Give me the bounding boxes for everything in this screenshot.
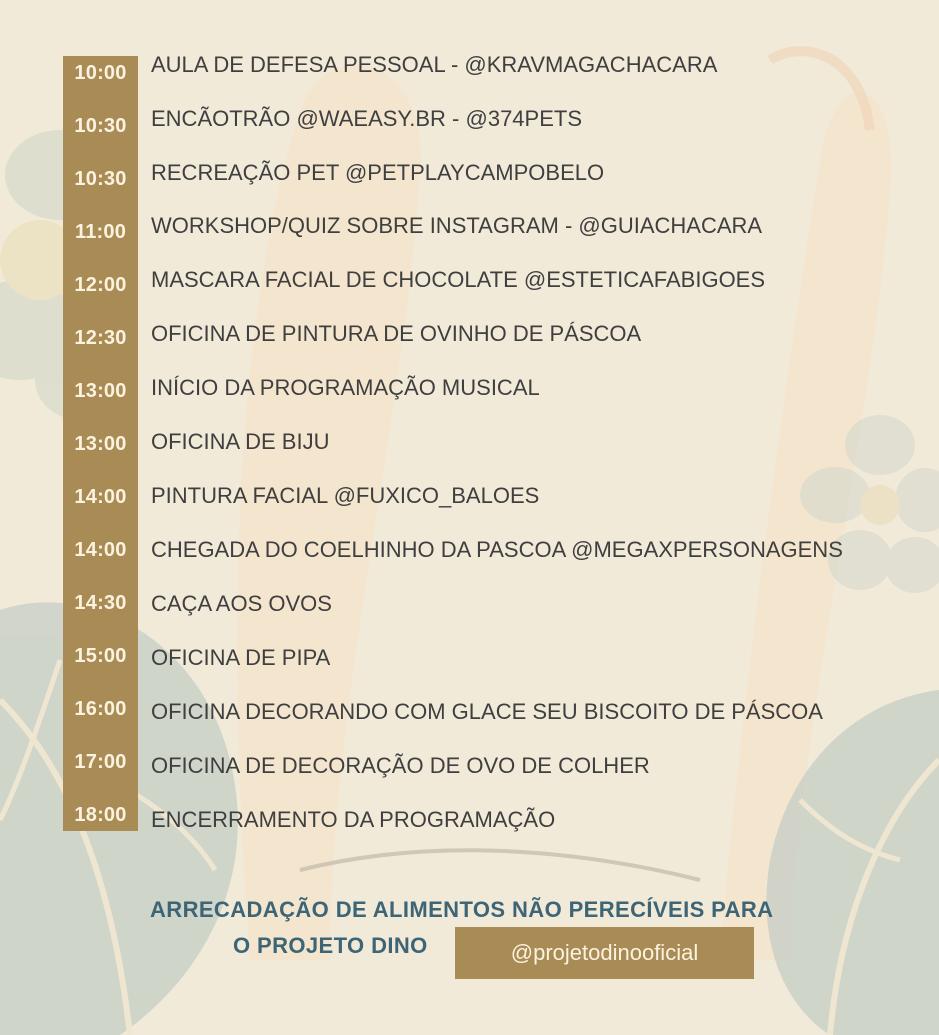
time-slot <box>63 583 138 623</box>
time-label: 18:00 <box>74 804 127 826</box>
activity-label: ENCERRAMENTO DA PROGRAMAÇÃO <box>151 807 556 832</box>
activity-label: INÍCIO DA PROGRAMAÇÃO MUSICAL <box>151 375 540 400</box>
activity-label: CAÇA AOS OVOS <box>151 591 332 616</box>
time-slot <box>63 212 138 252</box>
time-slot <box>63 265 138 305</box>
activity-label: ENCÃOTRÃO @WAEASY.BR - @374PETS <box>151 106 582 131</box>
time-label: 12:30 <box>74 327 127 349</box>
activity-label: OFICINA DE PIPA <box>151 645 331 670</box>
time-slot <box>63 795 138 835</box>
time-slot <box>63 530 138 570</box>
donation-notice-line2: O PROJETO DINO <box>233 933 428 958</box>
donation-notice-line1: ARRECADAÇÃO DE ALIMENTOS NÃO PERECÍVEIS PARA <box>150 897 774 922</box>
activity-label: PINTURA FACIAL @FUXICO_BALOES <box>151 483 540 508</box>
time-label: 13:00 <box>74 433 127 455</box>
activity-label: OFICINA DE BIJU <box>151 429 330 454</box>
time-label: 17:00 <box>74 751 127 773</box>
time-slot <box>63 742 138 782</box>
time-slot <box>63 53 138 93</box>
time-slot <box>63 477 138 517</box>
instagram-handle-badge: @projetodinooficial <box>455 927 754 979</box>
activity-label: OFICINA DECORANDO COM GLACE SEU BISCOITO DE PÁSCOA <box>151 699 823 724</box>
time-label: 14:00 <box>74 539 127 561</box>
time-label: 10:00 <box>74 62 127 84</box>
time-slot <box>63 159 138 199</box>
time-slot <box>63 106 138 146</box>
activity-label: AULA DE DEFESA PESSOAL - @KRAVMAGACHACARA <box>151 52 718 77</box>
time-slot <box>63 371 138 411</box>
time-label: 11:00 <box>74 221 127 243</box>
activity-label: MASCARA FACIAL DE CHOCOLATE @ESTETICAFABIGOES <box>151 267 766 292</box>
time-label: 14:00 <box>74 486 127 508</box>
time-label: 10:30 <box>74 115 127 137</box>
time-label: 12:00 <box>74 274 127 296</box>
activity-label: OFICINA DE PINTURA DE OVINHO DE PÁSCOA <box>151 321 642 346</box>
activity-label: WORKSHOP/QUIZ SOBRE INSTAGRAM - @GUIACHACARA <box>151 213 763 238</box>
time-slot <box>63 318 138 358</box>
activity-label: RECREAÇÃO PET @PETPLAYCAMPOBELO <box>151 160 605 185</box>
activity-label: CHEGADA DO COELHINHO DA PASCOA @MEGAXPERSONAGENS <box>151 537 843 562</box>
time-slot <box>63 636 138 676</box>
activity-label: OFICINA DE DECORAÇÃO DE OVO DE COLHER <box>151 753 650 778</box>
time-label: 13:00 <box>74 380 127 402</box>
time-label: 10:30 <box>74 168 127 190</box>
time-column <box>63 56 138 831</box>
time-label: 15:00 <box>74 645 127 667</box>
time-slot <box>63 689 138 729</box>
time-label: 14:30 <box>74 592 127 614</box>
time-slot <box>63 424 138 464</box>
time-label: 16:00 <box>74 698 127 720</box>
